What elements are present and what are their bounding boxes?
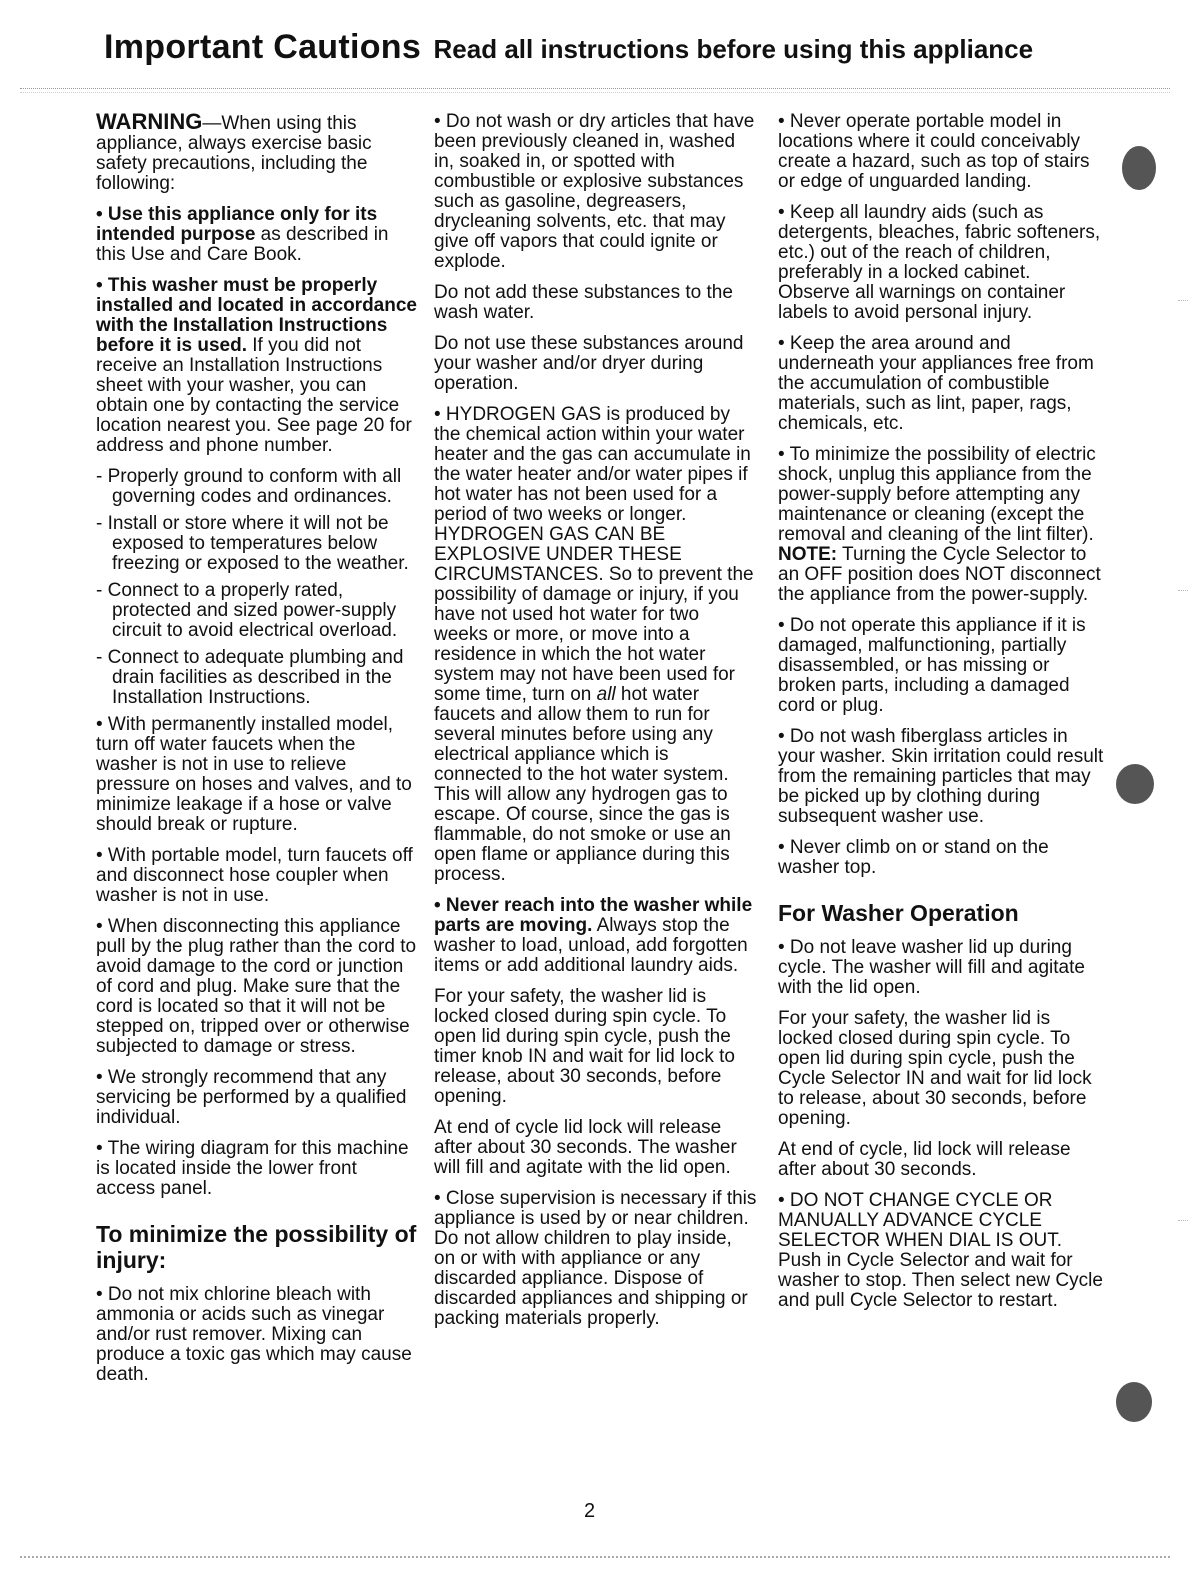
header-rule-secondary: [20, 92, 1170, 93]
hydrogen-text-b: hot water faucets and allow them to run for several minutes before using any electrical appliance which is connected to the hot water system. This will allow any hydrogen gas to escape. Of course, since the gas is flammable, do not smoke or use an open flame or appliance during this process.: [434, 684, 731, 885]
lid-locked-paragraph: For your safety, the washer lid is locked closed during spin cycle. To open lid during spin cycle, push the timer knob IN and wait for lid lock to release, about 30 seconds, before opening.: [434, 986, 735, 1107]
sub-item-plumbing: - Connect to adequate plumbing and drain facilities as described in the Installation Instructions.: [96, 647, 404, 708]
binder-hole-bottom: [1116, 1382, 1152, 1422]
page-number: 2: [584, 1500, 596, 1522]
warning-paragraph: [96, 109, 418, 194]
installation-paragraph: [96, 276, 418, 456]
installation-text: If you did not receive an Installation Instructions sheet with your washer, you can obtain one by contacting the service location nearest you. See page 20 for address and phone number.: [96, 335, 412, 456]
portable-model-paragraph: • With portable model, turn faucets off and disconnect hose coupler when washer is not in use.: [96, 845, 413, 906]
binder-hole-top: [1122, 146, 1156, 190]
combustible-paragraph: • Do not wash or dry articles that have been previously cleaned in, washed in, soaked in, or spotted with combustible or explosive substances such as gasoline, degreasers, drycleaning solvents, etc. that may give off vapors that could ignite or explode.: [434, 111, 755, 272]
sub-item-ground: - Properly ground to conform with all governing codes and ordinances.: [96, 466, 402, 507]
binder-hole-middle: [1116, 764, 1154, 804]
supervision-paragraph: • Close supervision is necessary if this appliance is used by or near children. Do not allow children to play inside, on or with with appliance or any discarded appliance. Dispose of discarded appliances and shipping or packing materials properly.: [434, 1188, 757, 1329]
bleach-paragraph: • Do not mix chlorine bleach with ammonia or acids such as vinegar and/or rust remover. Mixing can produce a toxic gas which may cause death.: [96, 1284, 412, 1385]
damaged-paragraph: • Do not operate this appliance if it is damaged, malfunctioning, partially disassembled, or has missing or broken parts, including a damaged cord or plug.: [778, 615, 1086, 716]
fiberglass-paragraph: • Do not wash fiberglass articles in your washer. Skin irritation could result from the remaining particles that may be picked up by clothing during subsequent washer use.: [778, 726, 1104, 827]
area-clear-paragraph: • Keep the area around and underneath your appliances free from the accumulation of combustible materials, such as lint, paper, rags, chemicals, etc.: [778, 333, 1094, 434]
note-text: Turning the Cycle Selector to an OFF position does NOT disconnect the appliance from the power-supply.: [778, 544, 1101, 605]
warning-text: —When using this appliance, always exercise basic safety precautions, including the following:: [96, 113, 372, 194]
sub-item-install: - Install or store where it will not be exposed to temperatures below freezing or exposed to the weather.: [96, 513, 409, 574]
lid-up-paragraph: • Do not leave washer lid up during cycle. The washer will fill and agitate with the lid open.: [778, 937, 1085, 998]
electric-shock-paragraph: [778, 445, 1104, 605]
lid-release-paragraph: At end of cycle, lid lock will release after about 30 seconds.: [778, 1139, 1071, 1180]
disconnect-paragraph: • When disconnecting this appliance pull by the plug rather than the cord to avoid damage to the cord or junction of cord and plug. Make sure that the cord is located so that it will not be stepped on, tripped over or otherwise subjected to damage or stress.: [96, 916, 417, 1057]
portable-location-paragraph: • Never operate portable model in locations where it could conceivably create a hazard, such as top of stairs or edge of unguarded landing.: [778, 111, 1090, 192]
around-washer-paragraph: Do not use these substances around your washer and/or dryer during operation.: [434, 333, 744, 394]
permanent-model-paragraph: • With permanently installed model, turn off water faucets when the washer is not in use to relieve pressure on hoses and valves, and to minimize leakage if a hose or valve should break or rupture.: [96, 714, 412, 835]
edge-mark: [1178, 300, 1188, 301]
lid-locked-selector-paragraph: For your safety, the washer lid is locked closed during spin cycle. To open lid during spin cycle, push the Cycle Selector IN and wait for lid lock to release, about 30 seconds, before opening.: [778, 1008, 1092, 1129]
hydrogen-italic: all: [596, 684, 616, 705]
electric-shock-text: • To minimize the possibility of electric shock, unplug this appliance from the power-supply before attempting any maintenance or cleaning (except the removal and cleaning of the lint filter).: [778, 444, 1096, 545]
cycle-change-paragraph: • DO NOT CHANGE CYCLE OR MANUALLY ADVANCE CYCLE SELECTOR WHEN DIAL IS OUT. Push in Cycle Selector and wait for washer to stop. Then select new Cycle and pull Cycle Selector to restart.: [778, 1190, 1103, 1311]
never-reach-paragraph: [434, 896, 758, 976]
section-title-washer-operation: For Washer Operation: [778, 900, 1019, 926]
laundry-aids-paragraph: • Keep all laundry aids (such as detergents, bleaches, fabric softeners, etc.) out of the reach of children, preferably in a locked cabinet. Observe all warnings on container labels to avoid personal injury.: [778, 202, 1101, 323]
warning-lead: WARNING: [96, 109, 203, 134]
column-middle: [434, 112, 758, 1340]
never-reach-bold: • Never reach into the washer while parts are moving.: [434, 895, 753, 936]
climb-paragraph: • Never climb on or stand on the washer top.: [778, 837, 1049, 878]
sub-item-power: - Connect to a properly rated, protected and sized power-supply circuit to avoid electrical overload.: [96, 580, 398, 641]
header-rule: [20, 88, 1170, 89]
intended-purpose-paragraph: [96, 205, 418, 265]
column-right: [778, 112, 1104, 1322]
edge-mark: [1178, 590, 1188, 591]
edge-mark: [1178, 1220, 1188, 1221]
never-reach-text: Always stop the washer to load, unload, add forgotten items or add additional laundry aids.: [434, 915, 748, 976]
wiring-paragraph: • The wiring diagram for this machine is located inside the lower front access panel.: [96, 1138, 409, 1199]
section-title-injury: To minimize the possibility of injury:: [96, 1221, 417, 1273]
page-title: Important Cautions: [104, 28, 422, 66]
end-of-cycle-paragraph: At end of cycle lid lock will release after about 30 seconds. The washer will fill and agitate with the lid open.: [434, 1117, 737, 1178]
column-left: [96, 109, 418, 1396]
hydrogen-text-a: • HYDROGEN GAS is produced by the chemical action within your water heater and the gas can accumulate in the water heater and/or water pipes if hot water has not been used for a period of two weeks or longer. HYDROGEN GAS CAN BE EXPLOSIVE UNDER THESE CIRCUMSTANCES. So to prevent the possibility of damage or injury, if you have not used hot water for two weeks or more, or move into a residence in which the hot water system may not have been used for some time, turn on: [434, 404, 754, 705]
installation-bold: • This washer must be properly installed and located in accordance with the Installation Instructions before it is used.: [96, 275, 417, 356]
servicing-paragraph: • We strongly recommend that any servicing be performed by a qualified individual.: [96, 1067, 407, 1128]
intended-purpose-bold: • Use this appliance only for its intended purpose: [96, 204, 378, 245]
hydrogen-gas-paragraph: [434, 405, 758, 885]
note-label: NOTE:: [778, 544, 838, 565]
bottom-rule: [20, 1556, 1170, 1558]
intended-purpose-text: as described in this Use and Care Book.: [96, 224, 389, 265]
wash-water-paragraph: Do not add these substances to the wash water.: [434, 282, 733, 323]
page-subtitle: Read all instructions before using this appliance: [433, 34, 1034, 64]
page-header: [104, 28, 1033, 67]
